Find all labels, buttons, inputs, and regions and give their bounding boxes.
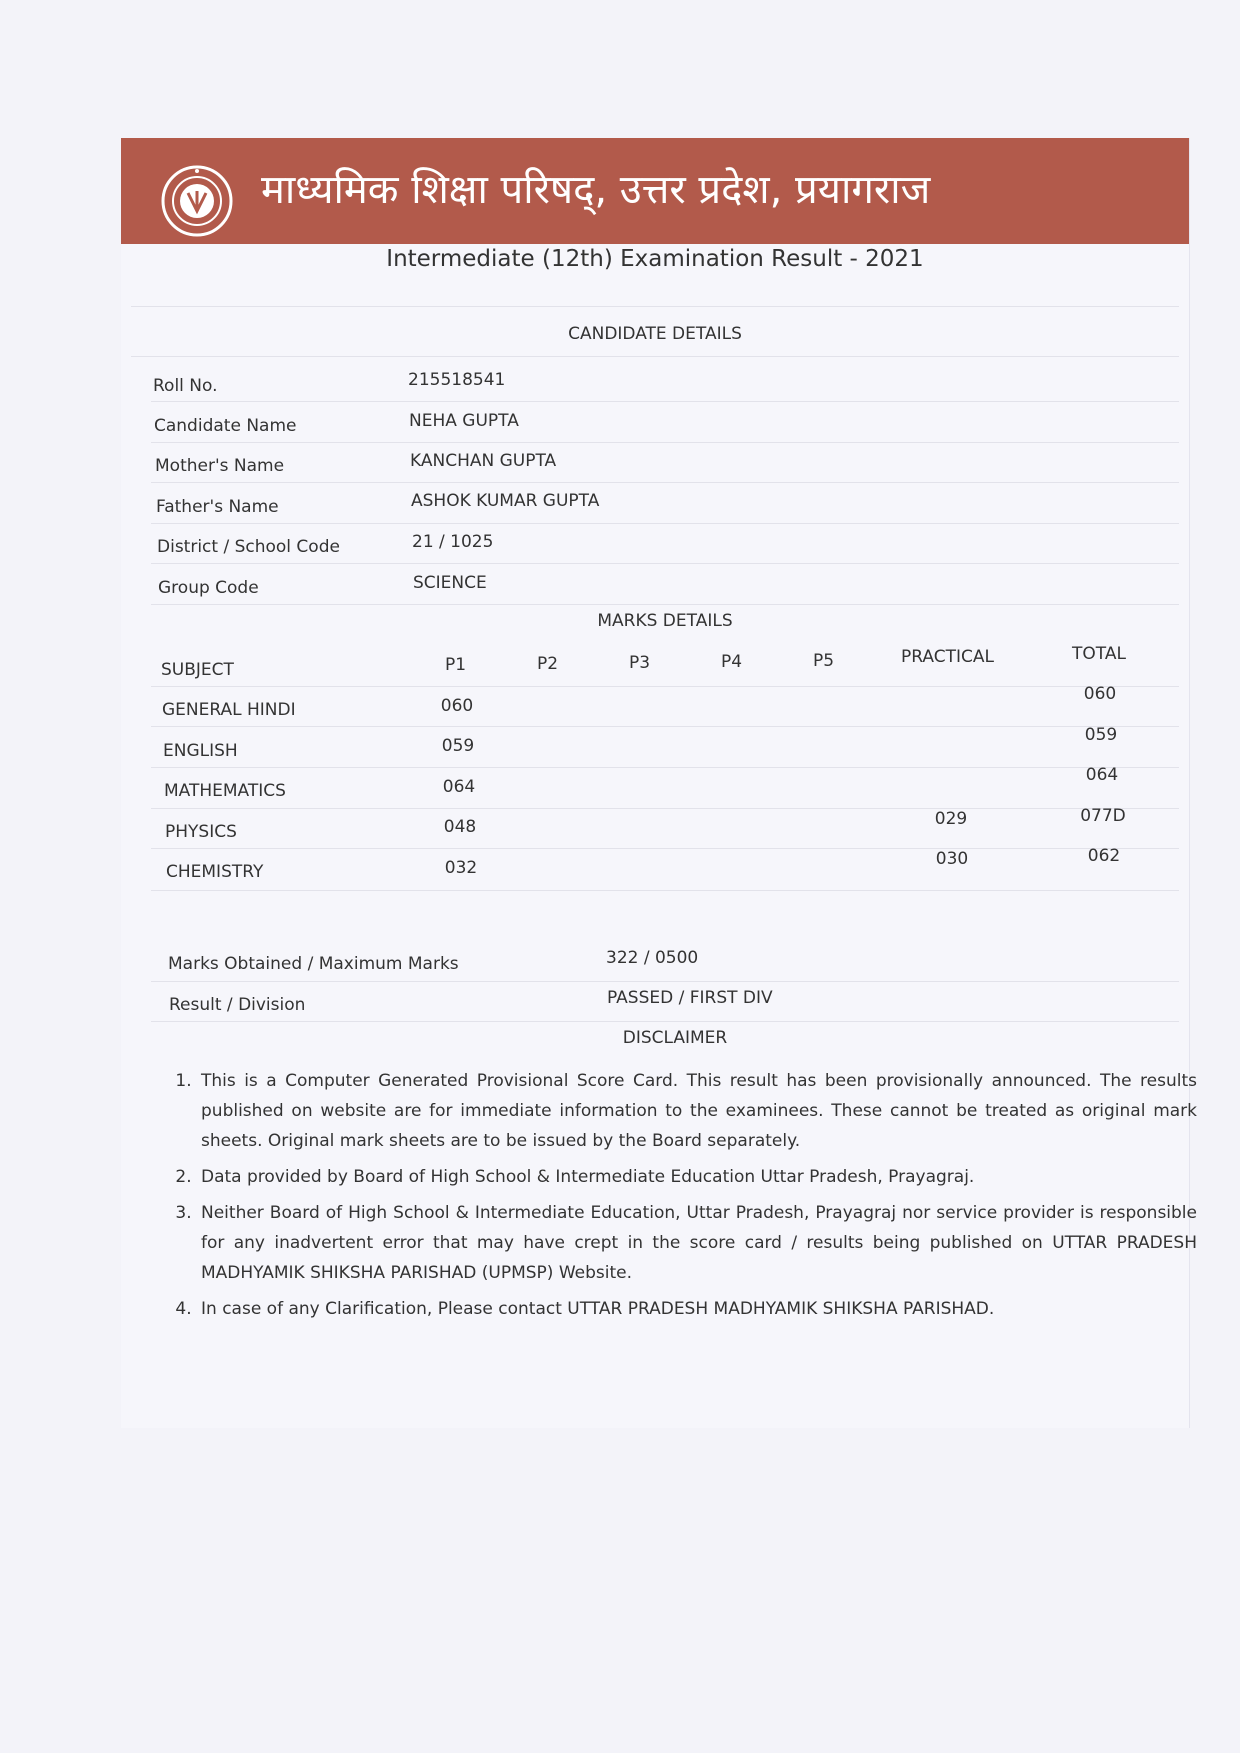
group-code-value: SCIENCE: [413, 573, 487, 593]
total-header: TOTAL: [1072, 644, 1126, 664]
mother-name-label: Mother's Name: [155, 456, 285, 476]
practical-cell: 029: [934, 809, 968, 829]
disclaimer-item: 2. Data provided by Board of High School & Intermediate Education Uttar Pradesh, Prayagraj.: [197, 1162, 1197, 1192]
total-cell: 064: [1085, 765, 1119, 785]
header-banner: [121, 138, 1189, 244]
subject-cell: CHEMISTRY: [166, 862, 264, 882]
subject-header: SUBJECT: [161, 660, 234, 680]
result-division-value: PASSED / FIRST DIV: [607, 988, 773, 1008]
p4-header: P4: [721, 652, 743, 672]
father-name-value: ASHOK KUMAR GUPTA: [411, 491, 600, 511]
p1-header: P1: [445, 655, 467, 675]
disclaimer-item: 4. In case of any Clarification, Please contact UTTAR PRADESH MADHYAMIK SHIKSHA PARISHAD.: [197, 1294, 1197, 1324]
mother-name-value: KANCHAN GUPTA: [410, 451, 557, 471]
p2-header: P2: [537, 654, 559, 674]
upmsp-emblem-icon: [161, 165, 233, 237]
disclaimer-item: 1. This is a Computer Generated Provisional Score Card. This result has been provisionally announced. The results published on website are for immediate information to the examinees. These cannot be treated as original mark sheets. Original mark sheets are to be issued by the Board separately.: [197, 1066, 1197, 1156]
total-cell: 077D: [1080, 806, 1126, 826]
disclaimer-title: DISCLAIMER: [622, 1028, 728, 1048]
practical-header: PRACTICAL: [901, 647, 994, 667]
group-code-label: Group Code: [158, 578, 259, 598]
subject-cell: GENERAL HINDI: [162, 700, 296, 720]
total-cell: 062: [1087, 846, 1121, 866]
roll-no-value: 215518541: [408, 370, 506, 390]
marks-section-title: MARKS DETAILS: [597, 611, 733, 631]
result-division-label: Result / Division: [169, 995, 306, 1015]
marks-obtained-value: 322 / 0500: [606, 948, 699, 968]
candidate-name-label: Candidate Name: [154, 416, 297, 436]
p5-header: P5: [813, 651, 835, 671]
p1-cell: 059: [441, 736, 475, 756]
disclaimer-list: [173, 1066, 1197, 1330]
practical-cell: 030: [935, 849, 969, 869]
board-name-hindi: माध्यमिक शिक्षा परिषद्, उत्तर प्रदेश, प्रयागराज: [261, 167, 931, 213]
candidate-name-value: NEHA GUPTA: [409, 411, 519, 431]
subject-cell: PHYSICS: [165, 822, 237, 842]
candidate-section-title: CANDIDATE DETAILS: [568, 324, 742, 344]
result-sheet: [121, 138, 1197, 1428]
p1-cell: 064: [442, 777, 476, 797]
father-name-label: Father's Name: [156, 497, 279, 517]
subject-cell: ENGLISH: [163, 741, 238, 761]
marks-obtained-label: Marks Obtained / Maximum Marks: [168, 954, 459, 974]
subject-cell: MATHEMATICS: [164, 781, 286, 801]
district-school-code-label: District / School Code: [157, 537, 340, 557]
total-cell: 060: [1083, 684, 1117, 704]
roll-no-label: Roll No.: [153, 376, 218, 396]
p1-cell: 048: [443, 817, 477, 837]
exam-title: Intermediate (12th) Examination Result - 2021: [386, 246, 924, 272]
disclaimer-item: 3. Neither Board of High School & Intermediate Education, Uttar Pradesh, Prayagraj nor service provider is responsible for any inadvertent error that may have crept in the score card / results being published on UTTAR PRADESH MADHYAMIK SHIKSHA PARISHAD (UPMSP) Website.: [197, 1198, 1197, 1288]
district-school-code-value: 21 / 1025: [412, 532, 494, 552]
p1-cell: 060: [440, 696, 474, 716]
total-cell: 059: [1084, 725, 1118, 745]
p3-header: P3: [629, 653, 651, 673]
p1-cell: 032: [444, 858, 478, 878]
